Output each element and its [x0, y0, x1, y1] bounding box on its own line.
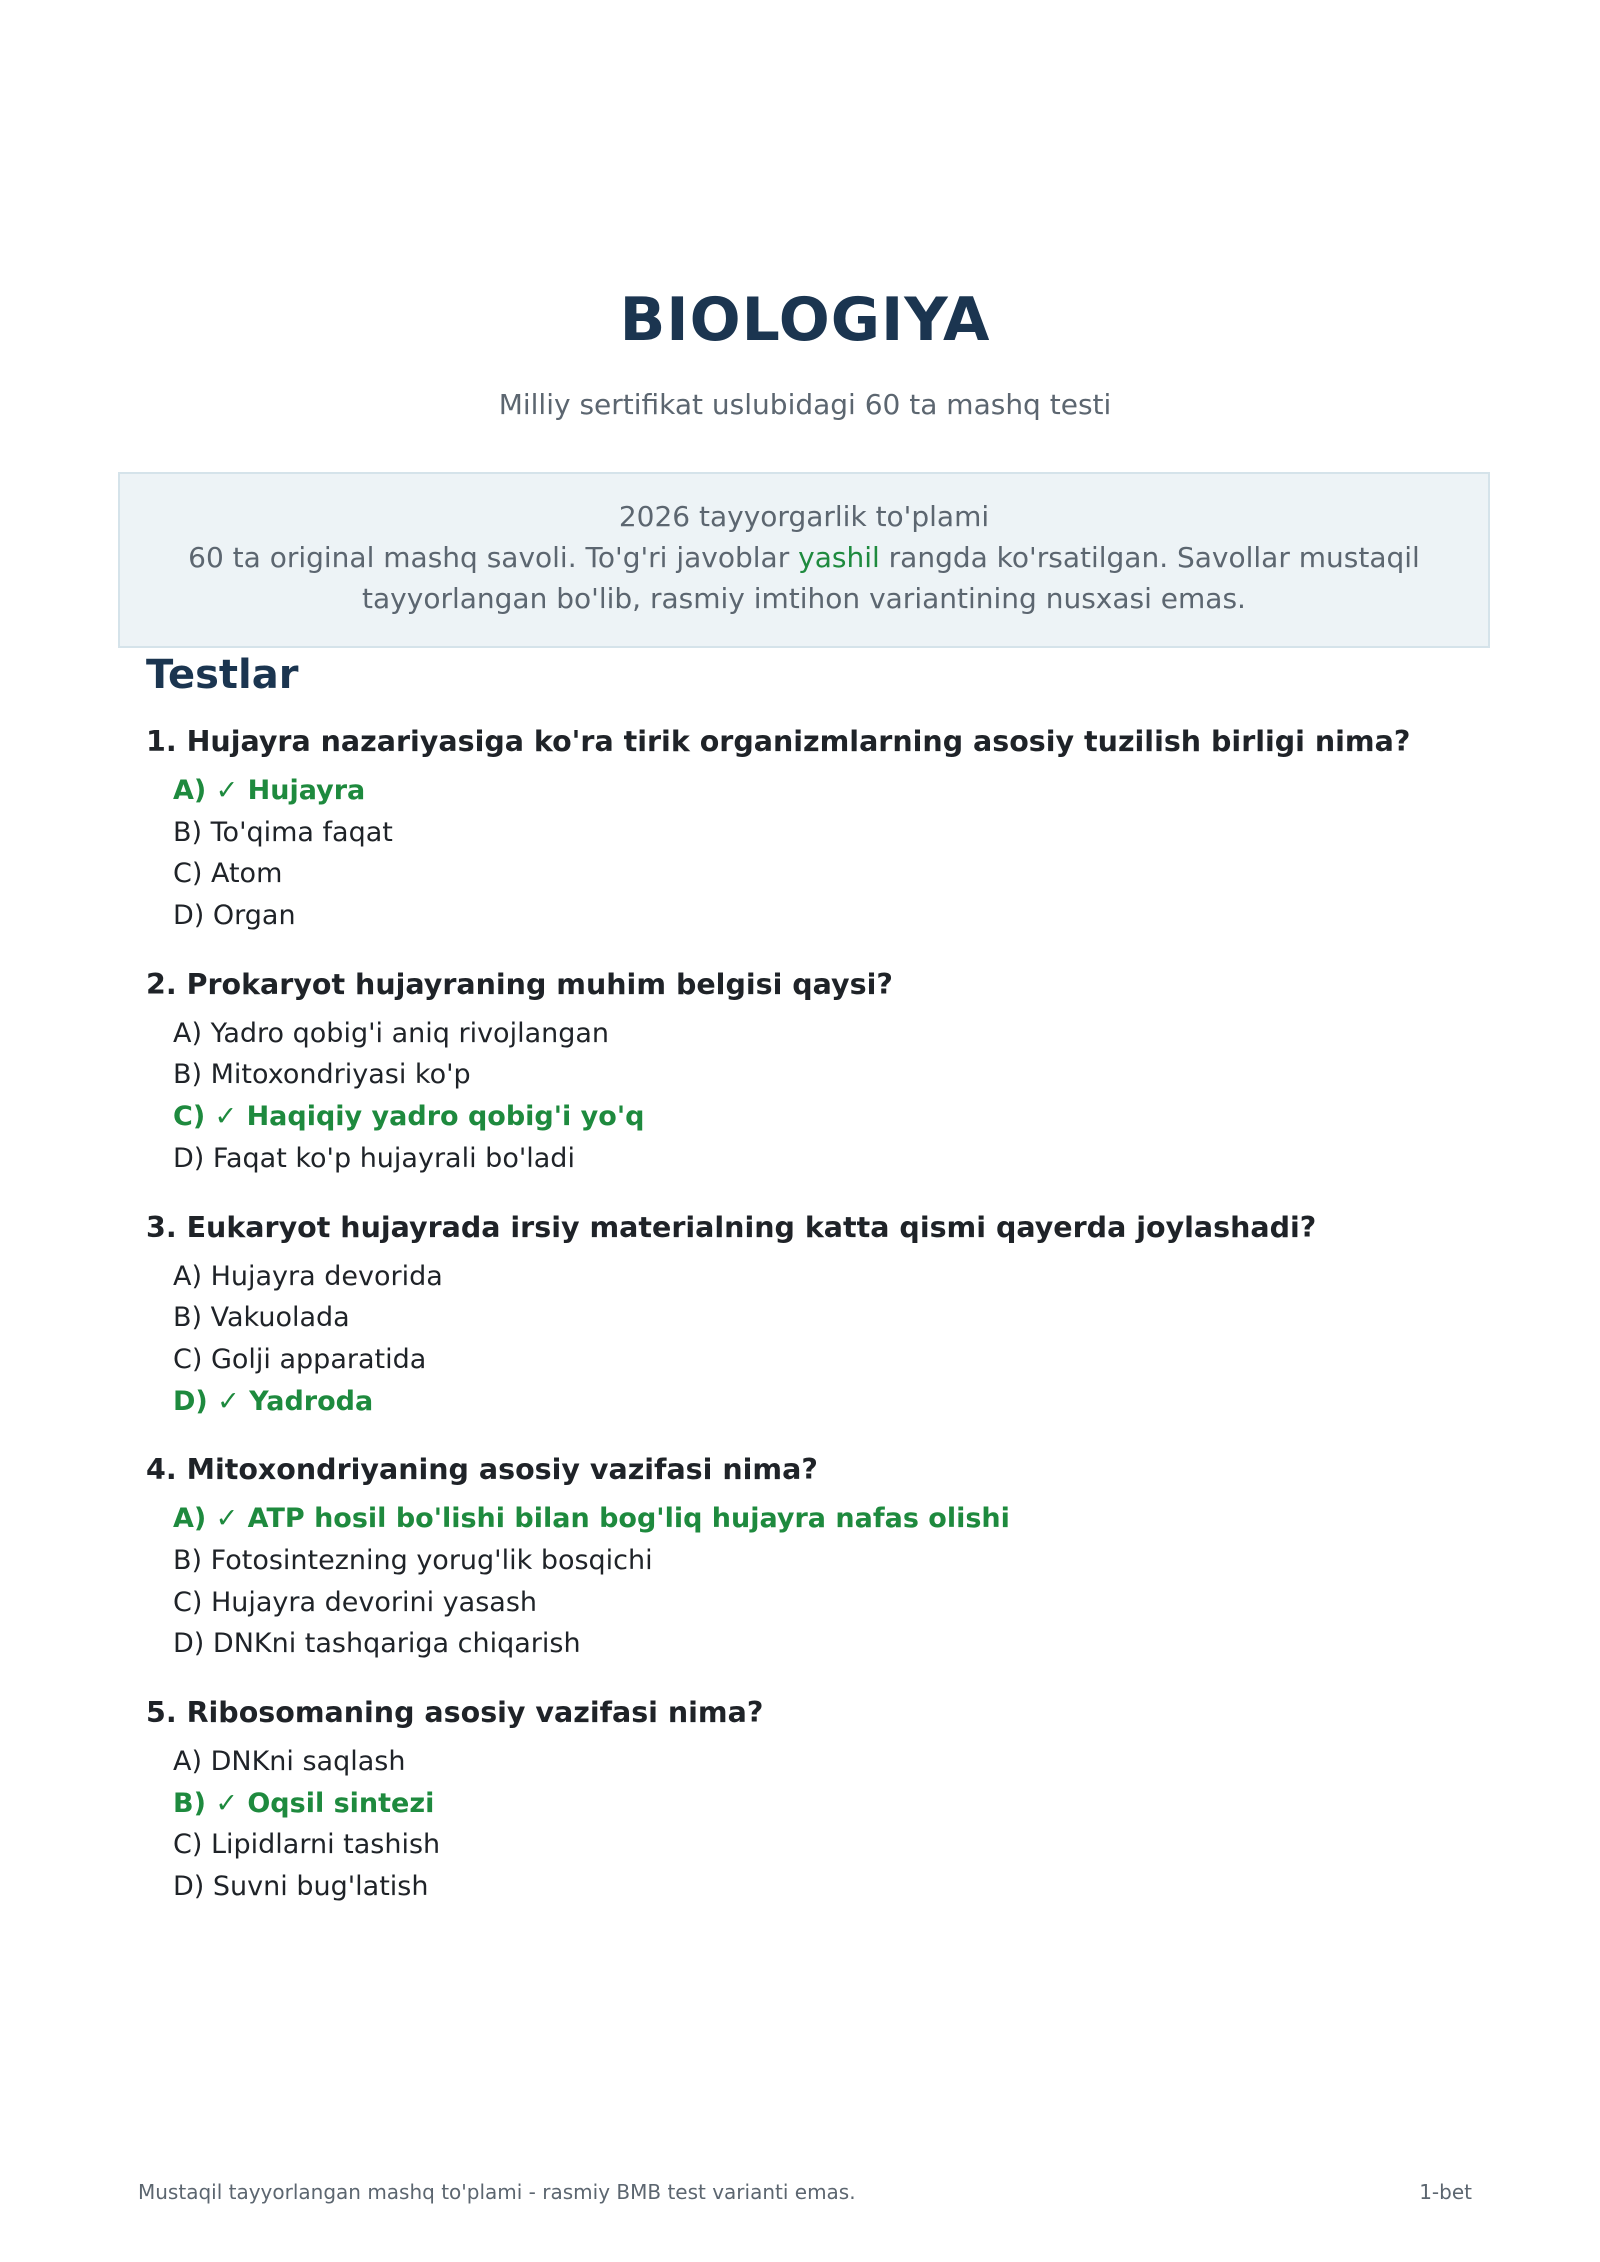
info-box-line-2 [120, 537, 1488, 578]
question-block [146, 1448, 1486, 1665]
answer-option: B) Fotosintezning yorug'lik bosqichi [173, 1544, 653, 1576]
answer-option-correct: A) ✓ Hujayra [173, 775, 366, 806]
question-text: 3. Eukaryot hujayrada irsiy materialning katta qismi qayerda joylashadi? [146, 1210, 1317, 1244]
section-title: Testlar [146, 652, 299, 698]
answer-option: B) Vakuolada [173, 1302, 350, 1334]
question-list [146, 720, 1486, 1934]
answer-option: C) Golji apparatida [173, 1343, 427, 1375]
question-block [146, 1206, 1486, 1423]
answer-option: C) Hujayra devorini yasash [173, 1586, 537, 1618]
info-text-green: yashil [798, 541, 880, 574]
answer-option-correct: D) ✓ Yadroda [173, 1385, 374, 1417]
info-box-line-1: 2026 tayyorgarlik to'plami [618, 500, 990, 533]
answer-option: B) To'qima faqat [173, 816, 393, 848]
info-text-before: 60 ta original mashq savoli. To'g'ri javoblar [188, 541, 799, 574]
question-block [146, 1691, 1486, 1908]
info-text-after: rangda ko'rsatilgan. Savollar mustaqil [879, 541, 1420, 574]
page-subtitle: Milliy sertifikat uslubidagi 60 ta mashq testi [498, 388, 1112, 421]
answer-option-correct: B) ✓ Oqsil sintezi [173, 1787, 435, 1819]
answer-option: C) Lipidlarni tashish [173, 1829, 441, 1861]
question-text: 1. Hujayra nazariyasiga ko'ra tirik organizmlarning asosiy tuzilish birligi nima? [146, 725, 1411, 758]
question-text: 4. Mitoxondriyaning asosiy vazifasi nima? [146, 1453, 818, 1487]
info-box [118, 472, 1490, 648]
page-title: BIOLOGIYA [619, 285, 991, 355]
answer-option: D) Faqat ko'p hujayrali bo'ladi [173, 1142, 575, 1174]
answer-option: A) Hujayra devorida [173, 1260, 443, 1292]
answer-option: D) Suvni bug'latish [173, 1871, 429, 1903]
answer-option: B) Mitoxondriyasi ko'p [173, 1059, 471, 1091]
answer-option: A) DNKni saqlash [173, 1746, 406, 1777]
question-block [146, 963, 1486, 1180]
question-block [146, 720, 1486, 937]
answer-option: A) Yadro qobig'i aniq rivojlangan [173, 1017, 610, 1049]
footer-note: Mustaqil tayyorlangan mashq to'plami - rasmiy BMB test varianti emas. [138, 2180, 856, 2204]
answer-option-correct: C) ✓ Haqiqiy yadro qobig'i yo'q [173, 1101, 645, 1133]
answer-option: C) Atom [173, 858, 283, 890]
question-text: 2. Prokaryot hujayraning muhim belgisi qaysi? [146, 967, 893, 1001]
answer-option-correct: A) ✓ ATP hosil bo'lishi bilan bog'liq hujayra nafas olishi [173, 1503, 1010, 1535]
answer-option: D) Organ [173, 900, 296, 932]
info-box-line-3: tayyorlangan bo'lib, rasmiy imtihon variantining nusxasi emas. [362, 582, 1246, 615]
answer-option: D) DNKni tashqariga chiqarish [173, 1628, 581, 1660]
page-number: 1-bet [1419, 2180, 1472, 2204]
question-text: 5. Ribosomaning asosiy vazifasi nima? [146, 1696, 764, 1729]
